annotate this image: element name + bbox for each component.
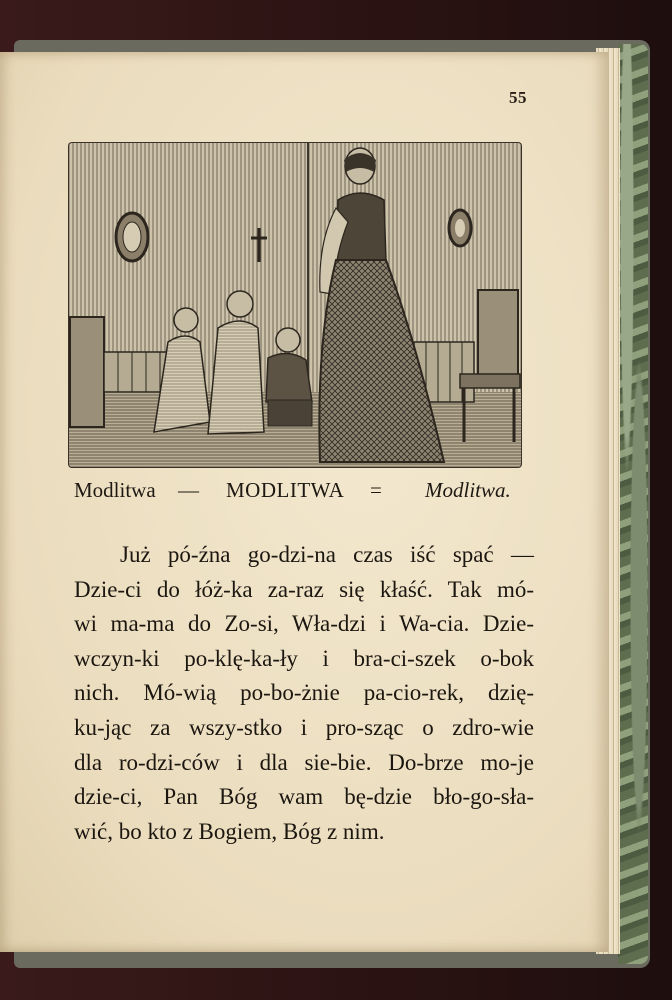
text-line: wczyn-ki po-klę-ka-ły i bra-ci-szek o-bok: [74, 645, 534, 671]
illustration-caption: [74, 478, 534, 510]
engraving-illustration: [68, 142, 522, 468]
text-line: Dzie-ci do łóż-ka za-raz się kłaść. Tak mó-: [74, 576, 534, 602]
text-line: wić, bo kto z Bogiem, Bóg z nim.: [74, 818, 385, 844]
text-line: nich. Mó-wią po-bo-żnie pa-cio-rek, dzię-: [74, 680, 534, 706]
text-line: Już pó-źna go-dzi-na czas iść spać —: [120, 542, 534, 567]
text-line: dla ro-dzi-ców i dla sie-bie. Do-brze mo-je: [74, 749, 534, 775]
text-line: wi ma-ma do Zo-si, Wła-dzi i Wa-cia. Dzie-: [74, 611, 534, 637]
text-line: dzie-ci, Pan Bóg wam bę-dzie bło-go-sła-: [74, 784, 534, 810]
caption-plain: Modlitwa: [74, 478, 156, 502]
caption-caps: MODLITWA: [226, 478, 345, 502]
page-number: 55: [509, 88, 527, 107]
caption-dash: —: [178, 478, 199, 502]
caption-italic: Modlitwa.: [425, 478, 511, 502]
body-paragraph: [74, 538, 534, 849]
text-line: ku-jąc za wszy-stko i pro-sząc o zdro-wie: [74, 714, 534, 740]
marbled-cover-edge: [618, 44, 648, 964]
caption-equals: =: [370, 478, 382, 502]
